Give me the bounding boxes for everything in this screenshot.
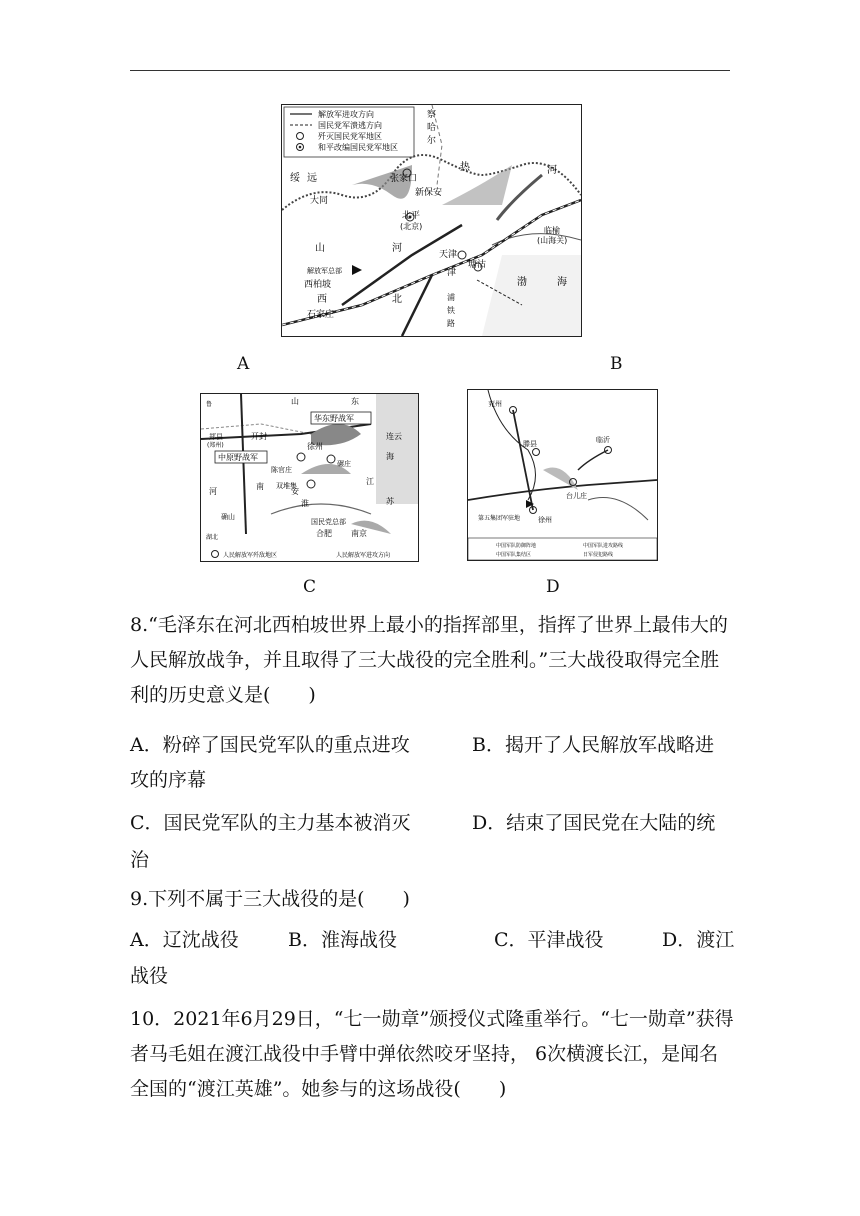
map-label: 津 [447,268,457,278]
map-label: 路 [447,319,455,328]
q8-option-b[interactable]: B．揭开了人民解放军战略进 [472,734,714,756]
map-label: 海 [557,277,567,288]
legend-text: 日军侵犯路线 [583,552,614,558]
map-label: 远 [307,173,317,184]
q9-option-d-cont: 战役 [130,965,169,987]
map-label: 湖北 [206,534,219,541]
map-label: 安 [291,487,299,496]
map-label: 张家口 [390,174,418,184]
map-label: (郑州) [207,442,224,449]
map-label: 渤 [517,277,527,288]
map-label: 绥 [290,173,300,184]
map-label: 北平 [402,211,421,221]
map-label: 北 [392,294,402,305]
q8-option-d-cont: 治 [130,849,150,871]
map-label: 解放军总部 [307,267,342,275]
q8-option-c[interactable]: C．国民党军队的主力基本被消灭 [130,812,411,834]
question-8-stem: 8.“毛泽东在河北西柏坡世界上最小的指挥部里，指挥了世界上最伟大的人民解放战争，并且取得了三大战役的完全胜利。”三大战役取得完全胜利的历史意义是( ) [130,614,728,706]
q8-option-b-cont: 攻的序幕 [130,769,207,791]
legend-text: 国民党军溃逃方向 [318,121,382,130]
label-a: A [237,354,250,374]
q8-option-a[interactable]: A．粉碎了国民党军队的重点进攻 [130,734,410,756]
label-b: B [610,354,623,374]
map-label: 河 [547,165,557,176]
map-label: (山海关) [537,236,568,245]
q9-option-b[interactable]: B．淮海战役 [288,929,397,951]
legend-text: 解放军进攻方向 [318,110,374,119]
map-label: 碾庄 [337,460,351,468]
legend-text: 人民解放军进攻方向 [336,552,391,559]
map-label: 海 [386,452,394,461]
question-10-stem: 10．2021年6月29日，“七一勋章”颁授仪式隆重举行。“七一勋章”获得者马毛姐在渡江战役中手臂中弹依然咬牙坚持， 6次横渡长江，是闻名全国的“渡江英雄”。她参与的这场战役( ) [130,1008,734,1100]
label-d: D [546,577,560,597]
map-label: 兖州 [488,400,502,408]
legend-text: 中国军队集结区 [496,552,532,558]
map-label: 淮 [301,499,309,508]
map-label: 山 [291,397,299,406]
map-label: 临榆 [544,226,560,235]
legend-text: 人民解放军歼敌地区 [223,552,278,559]
legend-text: 歼灭国民党军地区 [318,132,382,141]
map-label: 徐州 [538,516,552,524]
map-label: 西柏坡 [304,280,332,290]
map-c [200,393,419,562]
map-label: 南京 [351,529,367,538]
map-label: 国民党总部 [311,518,346,526]
map-label: 天津 [439,250,458,260]
map-label: 临沂 [596,436,610,444]
map-label: 尔 [427,136,437,146]
map-label: 热 [460,162,470,173]
q9-option-a[interactable]: A．辽沈战役 [130,929,239,951]
map-label: 塘沽 [468,260,487,270]
q9-option-d[interactable]: D．渡江 [662,929,735,951]
map-label: 双堆集 [276,482,297,490]
map-label: 河 [392,243,402,254]
map-label: 铁 [447,306,455,315]
map-label: 哈 [427,123,437,133]
legend-text: 中国军队进攻路线 [583,543,624,549]
map-label: (北京) [400,222,423,231]
map-a [281,104,582,337]
map-label: 第五集团军驻地 [478,515,521,522]
map-label: 确山 [221,513,235,521]
map-label: 苏 [386,497,394,506]
q9-option-c[interactable]: C．平津战役 [494,929,604,951]
map-label: 江 [366,477,374,486]
map-label: 浦 [447,293,455,302]
map-label: 大同 [310,196,329,206]
label-c: C [303,577,317,597]
map-label: 中原野战军 [218,453,258,462]
map-label: 河 [209,487,217,496]
map-label: 连云 [386,432,402,441]
header-rule [130,70,730,71]
map-d [467,389,658,561]
map-label: 徐州 [307,442,323,451]
map-label: 察 [427,110,437,120]
map-label: 鲁 [206,401,213,408]
map-label: 西 [317,294,327,305]
map-label: 台儿庄 [566,492,587,500]
legend-text: 中国军队防御阵地 [496,543,537,549]
map-label: 开封 [251,432,267,441]
legend-text: 和平改编国民党军地区 [318,143,398,152]
map-label: 新保安 [415,188,443,198]
map-label: 山 [315,243,325,254]
map-label: 东 [351,397,359,406]
map-label: 华东野战军 [314,414,354,423]
question-9-stem: 9.下列不属于三大战役的是( ) [130,888,410,910]
map-label: 滕县 [523,440,537,448]
q8-option-d[interactable]: D．结束了国民党在大陆的统 [472,812,716,834]
map-label: 南 [256,482,264,491]
map-label: 石家庄 [307,310,335,320]
map-label: 郑县 [209,433,223,441]
map-label: 合肥 [316,529,332,538]
map-label: 陈官庄 [271,466,292,474]
